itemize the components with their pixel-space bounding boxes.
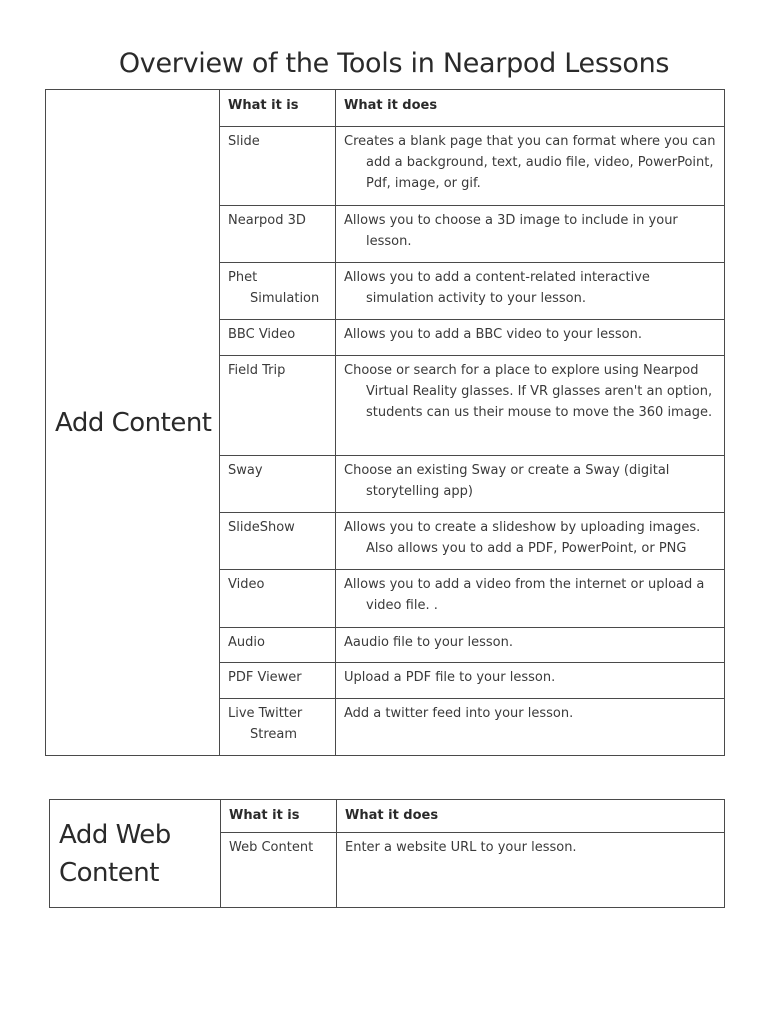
tool-description: Upload a PDF file to your lesson. (336, 663, 725, 699)
tool-description: Allows you to create a slideshow by uploading images. Also allows you to add a PDF, PowerPoint, or PNG (336, 513, 725, 570)
tool-name: PDF Viewer (220, 663, 336, 699)
tool-name: Phet Simulation (220, 263, 336, 320)
tool-name: Sway (220, 456, 336, 513)
tool-name: Web Content (221, 833, 337, 908)
tool-name: Live Twitter Stream (220, 699, 336, 756)
tool-name: Audio (220, 628, 336, 663)
tool-description: Add a twitter feed into your lesson. (336, 699, 725, 756)
tool-description: Creates a blank page that you can format where you can add a background, text, audio file, video, PowerPoint, Pdf, image, or gif. (336, 127, 725, 206)
tool-description: Allows you to choose a 3D image to include in your lesson. (336, 206, 725, 263)
tool-name: Nearpod 3D (220, 206, 336, 263)
tool-name: Slide (220, 127, 336, 206)
table-header-row (50, 800, 725, 833)
column-header-what-it-does: What it does (336, 90, 725, 127)
column-header-what-it-is: What it is (220, 90, 336, 127)
section-heading: Add Content (46, 90, 220, 756)
table-header-row (46, 90, 725, 127)
tool-name: Video (220, 570, 336, 628)
tool-description: Enter a website URL to your lesson. (337, 833, 725, 908)
add-web-content-table (49, 799, 725, 908)
tool-description: Choose or search for a place to explore using Nearpod Virtual Reality glasses. If VR glasses aren't an option, students can us their mouse to move the 360 image. (336, 356, 725, 456)
page-title: Overview of the Tools in Nearpod Lessons (118, 48, 670, 79)
tool-name: BBC Video (220, 320, 336, 356)
tool-description: Choose an existing Sway or create a Sway (digital storytelling app) (336, 456, 725, 513)
tool-description: Allows you to add a BBC video to your lesson. (336, 320, 725, 356)
section-heading: Add Web Content (50, 800, 221, 908)
tool-description: Allows you to add a content-related interactive simulation activity to your lesson. (336, 263, 725, 320)
column-header-what-it-is: What it is (221, 800, 337, 833)
tool-description: Allows you to add a video from the internet or upload a video file. . (336, 570, 725, 628)
tool-name: SlideShow (220, 513, 336, 570)
tool-name: Field Trip (220, 356, 336, 456)
add-content-table (45, 89, 725, 756)
column-header-what-it-does: What it does (337, 800, 725, 833)
tool-description: Aaudio file to your lesson. (336, 628, 725, 663)
